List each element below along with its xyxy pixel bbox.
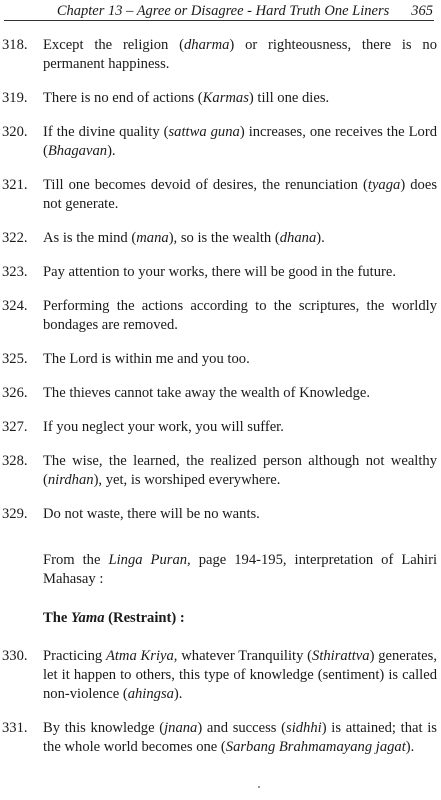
list-item <box>0 719 441 757</box>
italic-term: Linga Puran <box>108 552 188 568</box>
italic-term: dharma <box>184 37 230 53</box>
item-number: 324. <box>2 298 28 314</box>
item-number: 320. <box>2 124 28 140</box>
chapter-title: Chapter 13 – Agree or Disagree - Hard Truth One Liners <box>56 3 390 19</box>
list-item <box>0 123 441 161</box>
item-text <box>43 298 437 333</box>
item-text <box>43 648 437 702</box>
item-text <box>43 90 329 106</box>
italic-term: Atma Kriya <box>105 648 174 664</box>
list-item <box>0 36 441 74</box>
item-number: 330. <box>2 648 28 664</box>
text-run: The <box>43 610 71 626</box>
list-item <box>0 505 441 524</box>
item-text <box>43 419 284 435</box>
text-run: (Restraint) : <box>104 610 185 626</box>
text-run: ), yet, is worshiped everywhere. <box>93 472 281 488</box>
text-run: The Lord is within me and you too. <box>43 351 250 367</box>
text-run: If the divine quality ( <box>43 124 169 140</box>
list-item <box>0 384 441 403</box>
italic-term: tyaga <box>367 177 401 193</box>
text-run: Practicing <box>43 648 106 664</box>
item-text <box>43 124 437 159</box>
text-run: As is the mind ( <box>43 230 137 246</box>
italic-term: jnana <box>164 720 198 736</box>
header-rule <box>4 20 434 21</box>
text-run: ) increases, one receives the Lord ( <box>43 124 437 159</box>
list-item <box>0 647 441 704</box>
text-run: ) till one dies. <box>248 90 330 106</box>
item-number: 322. <box>2 230 28 246</box>
text-run: ). <box>405 739 415 755</box>
item-text <box>43 264 396 280</box>
item-number: 327. <box>2 419 28 435</box>
source-paragraph <box>0 551 441 589</box>
italic-term: Bhagavan <box>47 143 108 159</box>
text-run: ). <box>173 686 183 702</box>
italic-term: Yama <box>70 610 105 626</box>
text-run: There is no end of actions ( <box>43 90 203 106</box>
item-number: 326. <box>2 385 28 401</box>
text-run: Do not waste, there will be no wants. <box>43 506 260 522</box>
italic-term: Karmas <box>202 90 249 106</box>
text-run: The thieves cannot take away the wealth of Knowledge. <box>43 385 371 401</box>
item-number: 319. <box>2 90 28 106</box>
text-run: By this knowledge ( <box>43 720 165 736</box>
text-run: If you neglect your work, you will suffer. <box>43 419 284 435</box>
italic-term: Sarbang Brahmamayang jagat <box>225 739 406 755</box>
italic-term: sattwa guna <box>168 124 240 140</box>
item-text <box>43 177 437 212</box>
item-text <box>43 506 260 522</box>
item-number: 329. <box>2 506 28 522</box>
text-run: ) or righteousness, there is no permanent happiness. <box>43 37 437 72</box>
text-run: ). <box>316 230 325 246</box>
stray-mark <box>258 786 260 788</box>
text-run: ) is attained; that is the whole world becomes one ( <box>43 720 437 755</box>
item-text <box>43 351 250 367</box>
list-item <box>0 350 441 369</box>
text-run: , page 194-195, interpretation of Lahiri Mahasay : <box>43 552 437 587</box>
list-item <box>0 89 441 108</box>
italic-term: dhana <box>279 230 317 246</box>
text-run: Pay attention to your works, there will be good in the future. <box>43 264 397 280</box>
text-run: ) does not generate. <box>43 177 438 212</box>
italic-term: mana <box>136 230 169 246</box>
text-run: , whatever Tranquility ( <box>173 648 313 664</box>
page-number: 365 <box>411 3 433 19</box>
item-number: 321. <box>2 177 28 193</box>
italic-term: nirdhan <box>47 472 94 488</box>
italic-term: ahingsa <box>127 686 174 702</box>
item-text <box>43 385 370 401</box>
one-liner-list <box>0 36 441 524</box>
text-run: Except the religion ( <box>43 37 184 53</box>
item-text <box>43 230 325 246</box>
text-run: ). <box>107 143 116 159</box>
item-number: 331. <box>2 720 28 736</box>
list-item <box>0 452 441 490</box>
list-item <box>0 297 441 335</box>
text-run: Till one becomes devoid of desires, the renunciation ( <box>43 177 368 193</box>
item-number: 328. <box>2 453 28 469</box>
item-number: 323. <box>2 264 28 280</box>
list-item <box>0 176 441 214</box>
text-run: ) generates, let it happen to others, this type of knowledge (sentiment) is called non-violence ( <box>43 648 437 702</box>
item-number: 318. <box>2 37 28 53</box>
item-number: 325. <box>2 351 28 367</box>
text-run: Performing the actions according to the scriptures, the worldly bondages are removed. <box>43 298 437 333</box>
text-run: ), so is the wealth ( <box>168 230 280 246</box>
section-subheading <box>0 609 441 628</box>
italic-term: sidhhi <box>286 720 322 736</box>
list-item <box>0 229 441 248</box>
list-item <box>0 418 441 437</box>
page-body <box>0 36 441 772</box>
item-text <box>43 37 437 72</box>
italic-term: Sthirattva <box>312 648 370 664</box>
running-header <box>0 2 433 20</box>
list-item <box>0 263 441 282</box>
text-run: The wise, the learned, the realized person although not wealthy ( <box>43 453 437 488</box>
item-text <box>43 453 437 488</box>
yama-list <box>0 647 441 757</box>
text-run: ) and success ( <box>197 720 287 736</box>
text-run: From the <box>43 552 109 568</box>
item-text <box>43 720 437 755</box>
